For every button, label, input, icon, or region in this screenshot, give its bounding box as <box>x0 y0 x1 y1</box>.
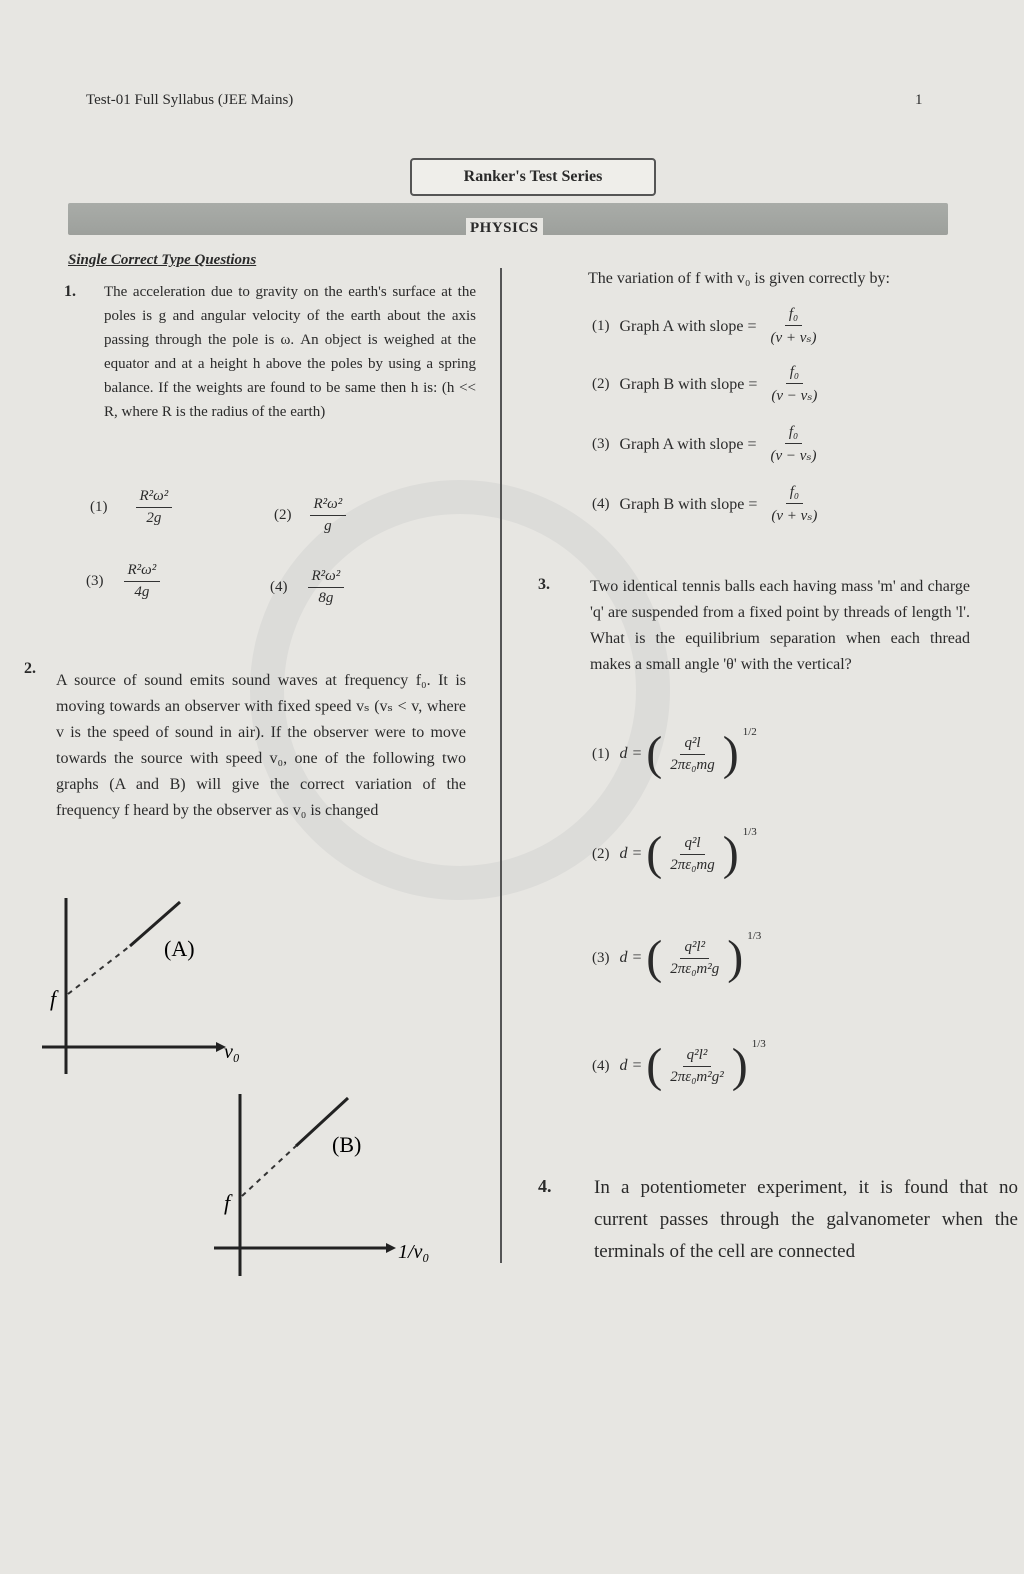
q1-option-4-den: 8g <box>318 590 334 606</box>
q1-option-4-label: (4) <box>270 579 288 595</box>
q2-option-3[interactable] <box>592 424 821 465</box>
q3-option-1-exp: 1/2 <box>742 726 757 738</box>
q3-option-4-label: (4) <box>592 1057 610 1074</box>
section-title: Single Correct Type Questions <box>68 252 257 268</box>
q3-option-4-lhs: d = <box>619 1057 643 1074</box>
q3-option-1-label: (1) <box>592 745 610 762</box>
q3-text: Two identical tennis balls each having mass 'm' and charge 'q' are suspended from a fixed point by threads of length 'l'. What is the equilibrium separation when each thread makes a small angle 'θ' with the vertical? <box>590 578 970 673</box>
q2-option-1-label: (1) <box>592 318 610 334</box>
graph-a <box>36 890 266 1080</box>
q1-option-2[interactable] <box>274 496 346 535</box>
q3-option-2-den: 2πε₀mg <box>670 856 715 873</box>
q2-option-2-num: f₀ <box>786 364 803 384</box>
q1-option-1-label: (1) <box>90 499 108 515</box>
q1-option-4[interactable] <box>270 568 344 607</box>
q3-option-4-den: 2πε₀m²g² <box>670 1068 724 1085</box>
q1-option-3-num: R²ω² <box>124 562 161 582</box>
q3-number: 3. <box>538 576 550 593</box>
q2-option-2-label: (2) <box>592 376 610 392</box>
q3-option-1-lhs: d = <box>619 745 643 762</box>
q3-option-3-lhs: d = <box>619 949 643 966</box>
q2-option-2-text: Graph B with slope = <box>619 375 758 393</box>
q3-option-3-label: (3) <box>592 949 610 966</box>
q2-option-4-num: f₀ <box>786 484 803 504</box>
graph-b-label: (B) <box>332 1132 362 1157</box>
q3-option-4-num: q²l² <box>683 1047 712 1067</box>
q3-option-1-den: 2πε₀mg <box>670 756 715 773</box>
q2-option-4[interactable] <box>592 484 821 525</box>
q4-text: In a potentiometer experiment, it is found that no current passes through the galvanometer when the terminals of the cell are connected <box>594 1177 1018 1262</box>
q3-option-3-den: 2πε₀m²g <box>670 960 720 977</box>
graph-a-x-label: v₀ <box>224 1041 240 1063</box>
q1-option-3[interactable] <box>86 562 160 601</box>
q2-option-1-num: f₀ <box>785 306 802 326</box>
graph-b-arrow <box>386 1243 396 1253</box>
series-title: Ranker's Test Series <box>410 158 656 196</box>
q1-option-2-label: (2) <box>274 507 292 523</box>
q2-option-4-text: Graph B with slope = <box>619 495 758 513</box>
graph-a-extrapolation <box>68 946 130 994</box>
q3-option-2-num: q²l <box>680 835 704 855</box>
q2-option-1[interactable] <box>592 306 821 347</box>
graph-b-x-label: 1/v₀ <box>398 1241 430 1263</box>
q3-option-2[interactable]: (2) d = ( $\frac{\text{q²l}}{\text{2πε₀mg}}$ ) 1/3 <box>592 826 757 880</box>
q3-option-3[interactable]: (3) d = ( $\frac{\text{q²l²}}{\text{2πε₀m²g}}$ ) 1/3 <box>592 930 762 984</box>
graph-b-y-label: f <box>224 1190 231 1215</box>
q2-number: 2. <box>24 660 36 677</box>
test-title: Test-01 Full Syllabus (JEE Mains) <box>86 92 294 108</box>
q1-option-2-num: R²ω² <box>310 496 347 516</box>
q1-option-1[interactable] <box>90 488 172 527</box>
q1-option-4-num: R²ω² <box>308 568 345 588</box>
q1-option-1-num: R²ω² <box>136 488 173 508</box>
q2-option-3-text: Graph A with slope = <box>619 435 757 453</box>
q2-option-4-den: (v + vₛ) <box>771 508 818 524</box>
column-divider <box>500 268 502 1263</box>
q1-option-1-den: 2g <box>146 510 162 526</box>
q2-option-2-den: (v − vₛ) <box>771 388 818 404</box>
q2-option-3-num: f₀ <box>785 424 802 444</box>
q4-number: 4. <box>538 1176 552 1196</box>
graph-a-y-label: f <box>50 986 57 1011</box>
graph-b-extrapolation <box>242 1146 296 1196</box>
q3-option-3-num: q²l² <box>680 939 709 959</box>
q2-option-2[interactable] <box>592 364 821 405</box>
q1-option-3-label: (3) <box>86 573 104 589</box>
q2-text: A source of sound emits sound waves at frequency f₀. It is moving towards an observer with fixed speed vₛ (vₛ < v, where v is the speed of sound in air). If the observer were to move towards the source with speed v₀, one of the following two graphs (A and B) will give the correct variation of the frequency f heard by the observer as v₀ is changed <box>56 672 466 819</box>
page-number: 1 <box>915 92 923 108</box>
q3-option-1[interactable]: (1) d = ( $\frac{\text{q²l}}{\text{2πε₀mg}}$ ) 1/2 <box>592 726 757 780</box>
q1-option-3-den: 4g <box>134 584 150 600</box>
q2-continuation: The variation of f with v₀ is given correctly by: <box>588 270 890 287</box>
graph-b <box>208 1090 468 1280</box>
q3-option-2-exp: 1/3 <box>742 826 757 838</box>
q1-number: 1. <box>64 283 76 300</box>
q3-option-4[interactable]: (4) d = ( $\frac{\text{q²l²}}{\text{2πε₀m²g²}}$ ) 1/3 <box>592 1038 766 1092</box>
q3-option-2-label: (2) <box>592 845 610 862</box>
q2-option-3-den: (v − vₛ) <box>770 448 817 464</box>
q3-option-4-exp: 1/3 <box>751 1038 766 1050</box>
subject-title: PHYSICS <box>466 218 543 239</box>
q3-option-3-exp: 1/3 <box>747 930 762 942</box>
q2-option-1-text: Graph A with slope = <box>619 317 757 335</box>
q1-option-2-den: g <box>324 518 332 534</box>
q3-option-2-lhs: d = <box>619 845 643 862</box>
q3-option-1-num: q²l <box>680 735 704 755</box>
graph-a-label: (A) <box>164 936 195 961</box>
q2-option-4-label: (4) <box>592 496 610 512</box>
q1-text: The acceleration due to gravity on the earth's surface at the poles is g and angular velocity of the earth about the axis passing through the pole is ω. An object is weighed at the equator and at a height h above the poles by using a spring balance. If the weights are found to be same then h is: (h << R, where R is the radius of the earth) <box>104 284 476 420</box>
q2-option-1-den: (v + vₛ) <box>770 330 817 346</box>
q2-option-3-label: (3) <box>592 436 610 452</box>
